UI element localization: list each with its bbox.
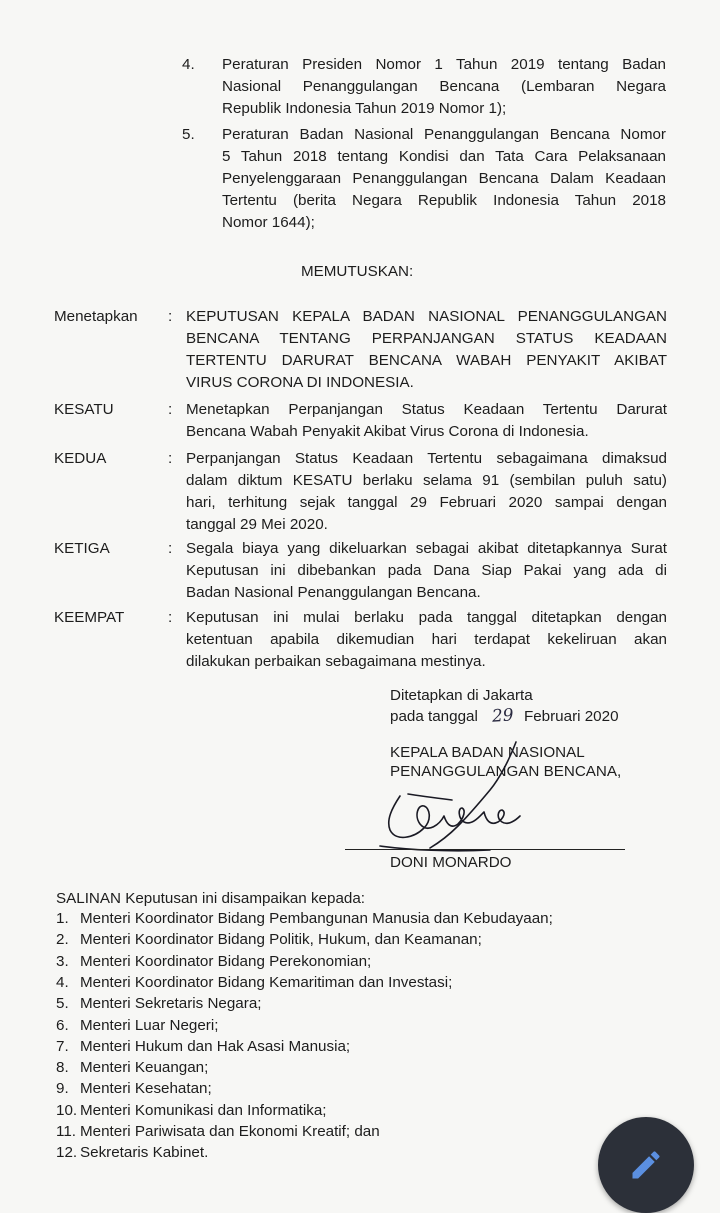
copy-item-number: 11. (56, 1123, 76, 1140)
consideration-item (222, 124, 666, 234)
text-line: Peraturan Badan Nasional Penanggulangan Bencana Nomor (222, 126, 666, 143)
text-line: ketentuan apabila dikemudian hari terdapat kekeliruan akan (186, 631, 667, 648)
copy-item-number: 4. (56, 973, 69, 991)
text-line: Segala biaya yang dikeluarkan sebagai akibat ditetapkannya Surat (186, 540, 667, 557)
decision-heading: MEMUTUSKAN: (301, 263, 414, 280)
article-colon: : (168, 609, 173, 626)
copy-item-text: Menteri Keuangan; (80, 1059, 209, 1077)
copy-item-number: 5. (56, 995, 69, 1013)
signature-underline (345, 849, 625, 850)
copy-item-number: 1. (56, 910, 69, 927)
article-text (186, 399, 667, 443)
copy-item-text: Menteri Kesehatan; (80, 1080, 212, 1098)
pencil-icon (628, 1147, 664, 1183)
article-colon: : (168, 450, 173, 467)
consideration-number: 4. (182, 56, 195, 73)
consideration-number: 5. (182, 126, 195, 143)
article-label: KEDUA (54, 450, 107, 467)
copy-item-number: 2. (56, 931, 69, 949)
article-colon: : (168, 540, 173, 557)
text-line: Tertentu (berita Negara Republik Indonesia Tahun 2018 (222, 192, 666, 209)
article-text (186, 306, 667, 394)
text-line: Perpanjangan Status Keadaan Tertentu sebagaimana dimaksud (186, 450, 667, 467)
text-line: Penyelenggaraan Penanggulangan Bencana Dalam Keadaan (222, 170, 666, 187)
date-prefix: pada tanggal (390, 708, 478, 725)
text-line: dilakukan perbaikan sebagaimana mestinya. (186, 653, 486, 670)
consideration-item (222, 54, 666, 120)
article-text (186, 607, 667, 673)
place-line: Ditetapkan di Jakarta (390, 687, 533, 704)
article-text (186, 448, 667, 536)
text-line: Peraturan Presiden Nomor 1 Tahun 2019 tentang Badan (222, 56, 666, 73)
text-line: KEPUTUSAN KEPALA BADAN NASIONAL PENANGGULANGAN (186, 308, 667, 325)
text-line: hari, terhitung sejak tanggal 29 Februari 2020 sampai dengan (186, 494, 667, 511)
text-line: tanggal 29 Mei 2020. (186, 516, 328, 533)
official-title-line2: PENANGGULANGAN BENCANA, (390, 763, 622, 780)
copy-item-text: Menteri Sekretaris Negara; (80, 995, 262, 1013)
copy-item-text: Menteri Hukum dan Hak Asasi Manusia; (80, 1037, 351, 1055)
text-line: Nomor 1644); (222, 214, 315, 231)
date-day: 29 (491, 705, 515, 727)
copy-item-text: Menteri Koordinator Bidang Perekonomian; (80, 952, 372, 970)
text-line: Bencana Wabah Penyakit Akibat Virus Corona di Indonesia. (186, 423, 589, 440)
copy-item-text: Menteri Koordinator Bidang Kemaritiman dan Investasi; (80, 973, 453, 991)
date-line (390, 705, 619, 728)
copy-item-text: Menteri Pariwisata dan Ekonomi Kreatif; dan (80, 1123, 380, 1140)
copy-item-number: 7. (56, 1037, 69, 1055)
article-colon: : (168, 401, 173, 418)
copy-item-number: 9. (56, 1080, 69, 1098)
copy-item-text: Menteri Koordinator Bidang Politik, Hukum, dan Keamanan; (80, 931, 482, 949)
copy-item-text: Sekretaris Kabinet. (80, 1144, 209, 1162)
text-line: 5 Tahun 2018 tentang Kondisi dan Tata Cara Pelaksanaan (222, 148, 666, 165)
copy-item-number: 8. (56, 1059, 69, 1077)
copy-item-text: Menteri Komunikasi dan Informatika; (80, 1101, 327, 1119)
article-label: KETIGA (54, 540, 110, 557)
text-line: VIRUS CORONA DI INDONESIA. (186, 374, 414, 391)
signer-name: DONI MONARDO (390, 854, 512, 871)
date-rest: Februari 2020 (523, 708, 619, 725)
copy-item-text: Menteri Koordinator Bidang Pembangunan Manusia dan Kebudayaan; (80, 910, 553, 927)
text-line: Keputusan ini mulai berlaku pada tanggal ditetapkan dengan (186, 609, 667, 626)
article-label: Menetapkan (54, 308, 138, 325)
text-line: TERTENTU DARURAT BENCANA WABAH PENYAKIT AKIBAT (186, 352, 667, 369)
copy-item-number: 10. (56, 1101, 78, 1119)
text-line: Republik Indonesia Tahun 2019 Nomor 1); (222, 100, 507, 117)
article-label: KEEMPAT (54, 609, 125, 626)
text-line: dalam diktum KESATU berlaku selama 91 (sembilan puluh satu) (186, 472, 667, 489)
copies-intro: SALINAN Keputusan ini disampaikan kepada: (56, 890, 366, 907)
official-title-line1: KEPALA BADAN NASIONAL (390, 744, 585, 761)
edit-fab-button[interactable] (598, 1117, 694, 1213)
text-line: Menetapkan Perpanjangan Status Keadaan Tertentu Darurat (186, 401, 667, 418)
text-line: BENCANA TENTANG PERPANJANGAN STATUS KEADAAN (186, 330, 667, 347)
copy-item-number: 3. (56, 952, 69, 970)
copy-item-number: 6. (56, 1016, 69, 1034)
text-line: Nasional Penanggulangan Bencana (Lembaran Negara (222, 78, 666, 95)
article-label: KESATU (54, 401, 114, 418)
text-line: Keputusan ini dibebankan pada Dana Siap Pakai yang ada di (186, 562, 667, 579)
copy-item-text: Menteri Luar Negeri; (80, 1016, 219, 1034)
text-line: Badan Nasional Penanggulangan Bencana. (186, 584, 481, 601)
article-text (186, 538, 667, 604)
article-colon: : (168, 308, 173, 325)
copy-item-number: 12. (56, 1144, 78, 1162)
